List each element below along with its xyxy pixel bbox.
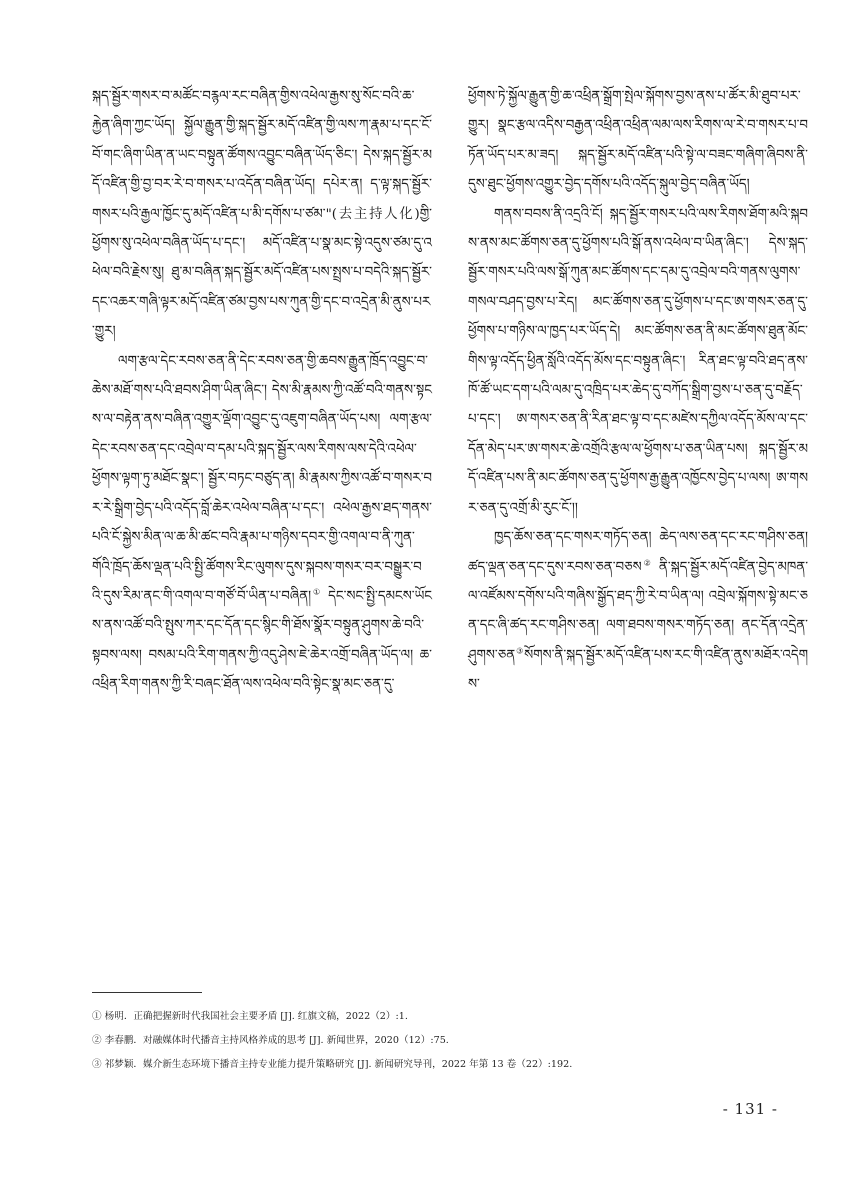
left-column [92, 82, 432, 700]
right-column [468, 82, 808, 700]
paragraph: གནས་བབས་ནི་འདྲའི་ངོ། སྐད་སྦྱོར་གསར་པའི་ལས་རིགས་ཐོག་མའི་སྐབས་ནས་མང་ཚོགས་ཅན་དུ་ཕྱོགས་པའི་སྒོ་ནས་འཕེལ་བ་ཡིན་ཞིང་། དེས་སྐད་སྦྱོར་གསར་པའི་ལས་སྒོ་ཀུན་མང་ཚོགས་དང་དམ་དུ་འབྲེལ་བའི་གནས་ལུགས་གསལ་བཤད་བྱས་པ་རེད། མང་ཚོགས་ཅན་དུ་ཕྱོགས་པ་དང་ཨ་གསར་ཅན་དུ་ཕྱོགས་པ་གཉིས་ལ་ཁྱད་པར་ཡོད་དེ། མང་ཚོགས་ཅན་ནི་མང་ཚོགས་ཐུན་མོང་གིས་ལྟ་འདོད་ཕྱིན་སློའི་འདོད་མོས་དང་བསྟུན་ཞིང་། རིན་ཐང་ལྟ་བའི་ཐད་ནས་ཁོ་ཚོ་ཡང་དག་པའི་ལམ་དུ་འཁྲིད་པར་ཆེད་དུ་བཀོད་སྒྲིག་བྱས་པ་ཅན་དུ་བརྗོད་པ་དང་། ཨ་གསར་ཅན་ནི་རིན་ཐང་ལྟ་བ་དང་མཛེས་དཀྱིལ་འདོད་མོས་ལ་དང་དོན་མེད་པར་ཨ་གསར་ཆེ་འགྲོའི་རྩལ་ལ་ཕྱོགས་པ་ཅན་ཡིན་པས། སྐད་སྦྱོར་མདོ་འཛིན་པས་ནི་མང་ཚོགས་ཅན་དུ་ཕྱོགས་རྒྱ་རྒྱུན་འཁྱོངས་བྱེད་པ་ལས། ཨ་གསར་ཅན་དུ་འགྲོ་མི་རུང་ངོ་།། [468, 206, 808, 516]
paragraph: སྐད་སྦྱོར་གསར་བ་མཚོང་བརྙལ་རང་བཞིན་གྱིས་འཕེལ་རྒྱས་སུ་སོང་བའི་ཆ་རྐྱེན་ཞིག་ཀྱང་ཡོད། སྐྱོལ་རྒྱུན་གྱི་སྐད་སྦྱོར་མདོ་འཛིན་གྱི་ལས་ཀ་རྣམ་པ་དང་ངོ་བོ་གང་ཞིག་ཡིན་ན་ཡང་བསྟུན་ཚོགས་འབྱུང་བཞིན་ཡོད་ཅིང་། དེས་སྐད་སྦྱོར་མདོ་འཛིན་གྱི་བྱ་བར་རེ་བ་གསར་པ་འདོན་བཞིན་ཡོད། དཔེར་ན། ད་ལྟ་སྐད་སྦྱོར་གསར་པའི་རྒྱལ་ཁྱོང་དུ་མདོ་འཛིན་པ་མི་དགོས་པ་ཙམ་"(去主持人化)གྱི་ཕྱོགས་སུ་འཕེལ་བཞིན་ཡོད་པ་དང་། མདོ་འཛིན་པ་སྣ་མང་སྟེ་འདུས་ཙམ་དུ་འཕེལ་བའི་རྗེས་སུ། ཐུ་མ་བཞིན་སྐད་སྦྱོར་མདོ་འཛིན་པས་སྤྲས་པ་བདེའི་སྐད་སྦྱོར་དང་འཆར་གཞི་ལྟར་མདོ་འཛིན་ཙམ་བྱས་པས་ཀུན་གྱི་དང་བ་འདྲེན་མི་ནུས་པར་གྱུར། [92, 89, 432, 340]
footnote: ② 李春鹏．对融媒体时代播音主持风格养成的思考 [J]. 新闻世界，2020（12）:75. [92, 1035, 449, 1046]
footnote: ① 杨明．正确把握新时代我国社会主要矛盾 [J]. 红旗文稿，2022（2）:1. [92, 1011, 408, 1022]
footnote-divider [92, 992, 202, 993]
paragraph: ཕྱོགས་ཏེ་སྐྱོལ་རྒྱུན་གྱི་ཆ་འཕྲིན་སྒྲོག་སྤེལ་སྐོགས་བྱས་ནས་པ་ཚོར་མི་ཐུབ་པར་གྱུར། སྣང་རྩལ་འདིས་བརྒྱན་འཕྲིན་འཕྲིན་ལམ་ལས་རིགས་ལ་རེ་བ་གསར་པ་བཏོན་ཡོད་པར་མ་ཟད། སྐད་སྦྱོར་མདོ་འཛིན་པའི་སྟེ་ལ་བཟང་གཞིག་ཞིབས་ནི་དུས་ཐུང་ཕྱོགས་འགྱུར་བྱེད་དགོས་པའི་འདོད་སྐུལ་བྱེད་བཞིན་ཡོད། [468, 89, 808, 193]
footnotes [92, 1009, 792, 1081]
footnote: ③ 祁梦颖．媒介新生态环境下播音主持专业能力提升策略研究 [J]. 新闻研究导刊，2022 年第 13 卷（22）:192. [92, 1059, 573, 1070]
page-number: - 131 - [722, 1100, 778, 1118]
paragraph: ཁྱད་ཆོས་ཅན་དང་གསར་གཏོད་ཅན། ཆེད་ལས་ཅན་དང་རང་གཤིས་ཅན། ཚད་ལྡན་ཅན་དང་དུས་རབས་ཅན་བཅས② ནི་སྐད་སྦྱོར་མདོ་འཛིན་བྱེད་མཁན་ལ་འཛོམས་དགོས་པའི་གཞིས་སྒྱོད་ཐད་ཀྱི་རེ་བ་ཡིན་ལ། འབྲེལ་སྐོགས་སྟེ་མང་ཅན་དང་ཞི་ཚད་རང་གཤིས་ཅན། ལག་ཐབས་གསར་གཏོད་ཅན། ནང་དོན་འདྲེན་ཤུགས་ཅན③སོགས་ནི་སྐད་སྦྱོར་མདོ་འཛིན་པས་རང་གི་འཛིན་ནུས་མཐོར་འདེགས་ [468, 530, 809, 693]
paragraph: ལག་རྩལ་དེང་རབས་ཅན་ནི་དེང་རབས་ཅན་གྱི་ཆབས་རྒྱུན་ཁྲོད་འབྱུང་བ་ཆེས་མཐོ་གས་པའི་ཐབས་ཤིག་ཡིན་ཞིང་། དེས་མི་རྣམས་ཀྱི་འཚོ་བའི་གནས་སྟངས་ལ་བརྟེན་ནས་བཞིན་འགྱུར་ལྡོག་འབྱུང་དུ་འཇུག་བཞིན་ཡོད་པས། ལག་རྩལ་དེང་རབས་ཅན་དང་འབྲེལ་བ་དམ་པའི་སྐད་སྦྱོར་ལས་རིགས་ལས་དེའི་འཕེལ་ཕྱོགས་ལྟག་ཏུ་མཐོང་སྣང་། སྦྱོར་བཏང་བཙུད་ན། མི་རྣམས་ཀྱིས་འཚོ་བ་གསར་བར་རེ་སྒྲིག་བྱེད་པའི་འདོད་བློ་ཆེར་འཕེལ་བཞིན་པ་དང་། འཕེལ་རྒྱས་ཐད་གནས་པའི་ངོ་སྐྱེས་མིན་ལ་ཆ་མི་ཚང་བའི་རྣམ་པ་གཉིས་དབར་གྱི་འགལ་བ་ནི་ཀུན་གོའི་ཁྲོད་ཆོས་ལྡན་པའི་སྤྱི་ཚོགས་རིང་ལུགས་དུས་སྐབས་གསར་བར་བསྒྱུར་བའི་དུས་རིམ་ནང་གི་འགལ་བ་གཙོ་བོ་ཡིན་པ་བཞིན།① དེང་སང་སྤྱི་དམངས་ཡོངས་ནས་འཚོ་བའི་སྤུས་ཀར་དང་དོན་དང་སྙིང་གི་ཐོས་སྣོར་བསྟུན་ཤུགས་ཆེ་བའི་སྟབས་ལས། བསམ་པའི་རིག་གནས་ཀྱི་འདུ་ཤེས་ཇེ་ཆེར་འགྲོ་བཞིན་ཡོད་ལ། ཆ་འཕྲིན་རིག་གནས་ཀྱི་རི་བཞང་ཐོན་ལས་འཕེལ་བའི་སྟེང་སྣ་མང་ཅན་དུ་ [92, 353, 432, 693]
